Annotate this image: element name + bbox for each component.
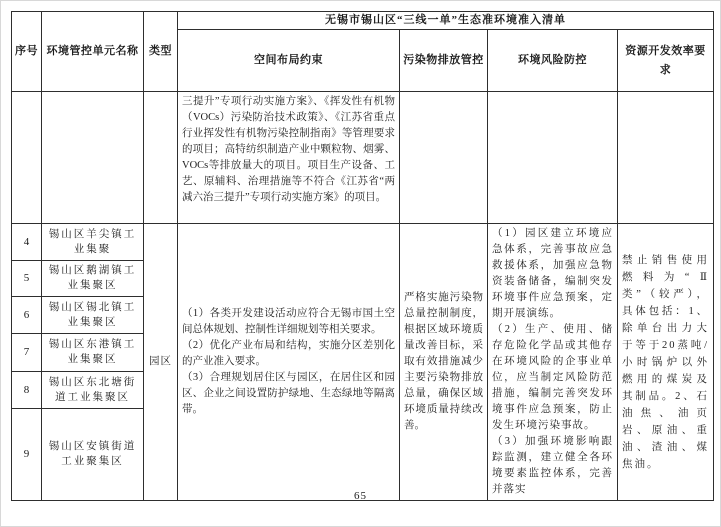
serial-cell: 8 xyxy=(12,372,42,409)
col-header-risk: 环境风险防控 xyxy=(488,30,618,92)
unit-name-cell: 锡山区东港镇工业集聚区 xyxy=(42,333,144,372)
unit-name-cell: 锡山区羊尖镇工业集聚 xyxy=(42,224,144,261)
spatial-constraints-cell-merged xyxy=(178,224,400,501)
col-header-type: 类型 xyxy=(144,12,178,92)
type-cell-continuation xyxy=(144,92,178,224)
serial-cell: 4 xyxy=(12,224,42,261)
pollutant-control-cell-merged: 严格实施污染物总量控制制度，根据区域环境质量改善目标，采取有效措施减少主要污染物排放总量，确保区域环境质量持续改善。 xyxy=(400,224,488,501)
col-header-spatial: 空间布局约束 xyxy=(178,30,400,92)
serial-cell: 7 xyxy=(12,333,42,372)
serial-cell: 9 xyxy=(12,408,42,500)
col-header-resource: 资源开发效率要求 xyxy=(618,30,714,92)
col-header-unit-name: 环境管控单元名称 xyxy=(42,12,144,92)
serial-cell: 5 xyxy=(12,260,42,297)
col-header-serial: 序号 xyxy=(12,12,42,92)
spatial-constraints-cell-continuation: 三提升”专项行动实施方案》、《挥发性有机物（VOCs）污染防治技术政策》、《江苏省重点行业挥发性有机物污染控制指南》等管理要求的项目；高特纺织制造产业中颗粒物、烟雾、VOCs等排放量大的项目。项目生产设备、工艺、原辅料、治理措施等不符合《江苏省“两减六治三提升”专项行动实施方案》的项目。 xyxy=(178,92,400,224)
pollutant-cell-continuation xyxy=(400,92,488,224)
unit-name-cell: 锡山区锡北镇工业集聚区 xyxy=(42,297,144,334)
col-header-pollutant: 污染物排放管控 xyxy=(400,30,488,92)
risk-paragraph: （1）园区建立环境应急体系，完善事故应急救援体系，加强应急物资装备储备，编制突发环境事件应急预案，定期开展演练。 xyxy=(492,228,613,319)
page-number: 65 xyxy=(354,490,367,502)
unit-name-cell: 锡山区安镇街道工业聚集区 xyxy=(42,408,144,500)
risk-paragraph: （3）加强环境影响跟踪监测，建立健全各环境要素监控体系，完善并落实 xyxy=(492,436,613,495)
eco-environment-access-table xyxy=(11,11,714,501)
table-title: 无锡市锡山区“三线一单”生态准环境准入清单 xyxy=(178,12,714,30)
type-cell-merged: 园区 xyxy=(144,224,178,501)
risk-paragraph: （2）生产、使用、储存危险化学品或其他存在环境风险的企事业单位，应当制定风险防范措施，编制完善突发环境事件应急预案，防止发生环境污染事故。 xyxy=(492,324,613,431)
resource-cell-continuation xyxy=(618,92,714,224)
spatial-paragraph: （3）合理规划居住区与园区，在居住区和园区、企业之间设置防护绿地、生态绿地等隔离带。 xyxy=(182,372,395,415)
serial-cell-continuation xyxy=(12,92,42,224)
serial-cell: 6 xyxy=(12,297,42,334)
spatial-paragraph: （2）优化产业布局和结构，实施分区差别化的产业准入要求。 xyxy=(182,340,395,367)
unit-name-cell-continuation xyxy=(42,92,144,224)
unit-name-cell: 锡山区东北塘街道工业集聚区 xyxy=(42,372,144,409)
risk-prevention-cell-merged xyxy=(488,224,618,501)
unit-name-cell: 锡山区鹅湖镇工业集聚区 xyxy=(42,260,144,297)
risk-cell-continuation xyxy=(488,92,618,224)
spatial-paragraph: （1）各类开发建设活动应符合无锡市国土空间总体规划、控制性详细规划等相关要求。 xyxy=(182,308,395,335)
resource-efficiency-cell-merged: 禁止销售使用燃料为“Ⅱ类”（较严），具体包括：1、除单台出力大于等于20蒸吨/小时锅炉以外燃用的煤炭及其制品。2、石油焦、油页岩、原油、重油、渣油、煤焦油。 xyxy=(618,224,714,501)
